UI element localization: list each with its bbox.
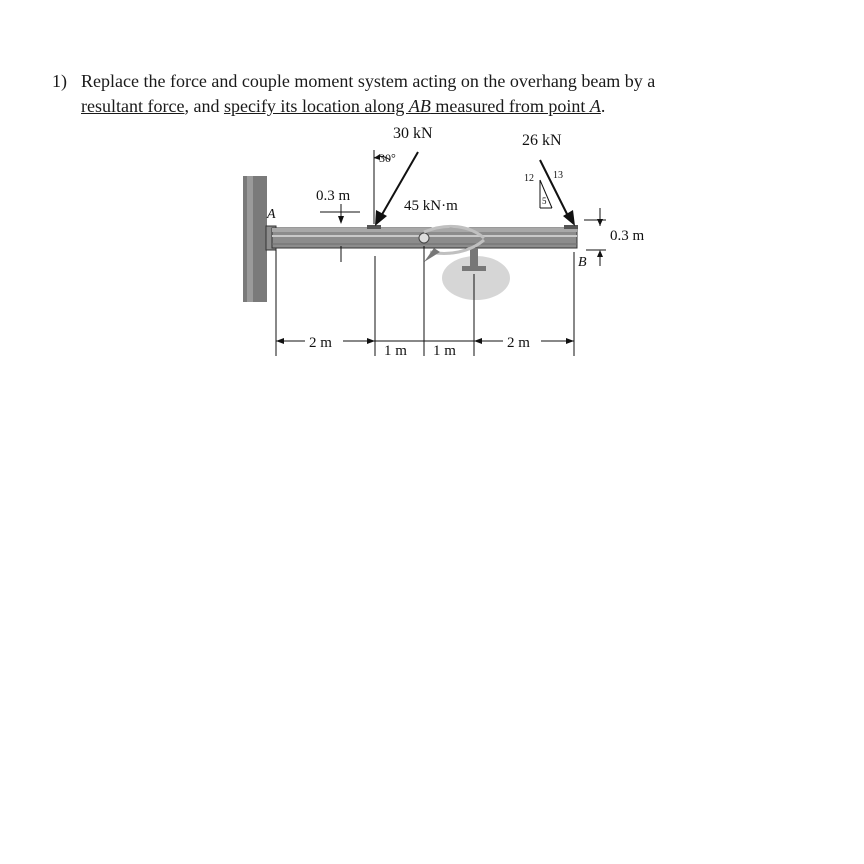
angle-30-label: 30° — [379, 151, 396, 165]
problem-text-line-1: Replace the force and couple moment system acting on the overhang beam by a — [81, 71, 656, 91]
underlined-resultant-force: resultant force — [81, 96, 185, 116]
text-and: , and — [184, 96, 224, 116]
text-ab: AB — [408, 96, 431, 116]
text-measured: measured from point — [430, 96, 590, 116]
support-post — [470, 248, 478, 268]
point-a-label: A — [267, 207, 276, 222]
problem-number: 1) — [52, 71, 67, 91]
wall-highlight — [247, 176, 253, 302]
offset-right-label: 0.3 m — [610, 228, 645, 244]
force-26kn-label: 26 kN — [522, 132, 562, 149]
slope-5-label: 5 — [542, 196, 547, 206]
offset-left-label: 0.3 m — [316, 188, 351, 204]
text-period: . — [600, 96, 606, 116]
moment-label: 45 kN·m — [404, 198, 458, 214]
force-30kn-label: 30 kN — [393, 125, 433, 142]
dim-1m-a-label: 1 m — [384, 343, 407, 359]
wall — [243, 176, 267, 302]
dim-1m-b-label: 1 m — [433, 343, 456, 359]
dim-2m-left-label: 2 m — [309, 335, 332, 351]
text-point-a: A — [589, 96, 601, 116]
slope-13-label: 13 — [553, 170, 563, 181]
slope-12-label: 12 — [524, 173, 534, 184]
moment-arrowhead — [424, 248, 440, 262]
text-specify: specify its location along — [223, 96, 409, 116]
point-b-label: B — [578, 255, 587, 270]
dim-2m-right-label: 2 m — [507, 335, 530, 351]
